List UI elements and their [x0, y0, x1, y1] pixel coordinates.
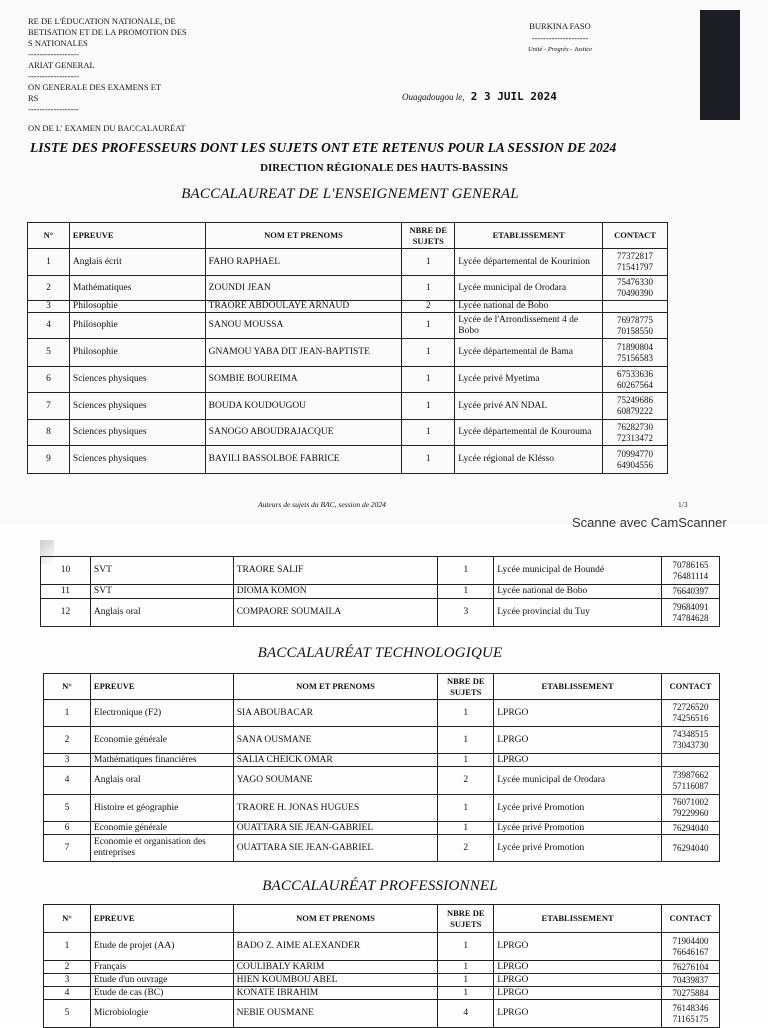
table-row — [41, 585, 720, 599]
school-cell: LPRGO — [494, 754, 662, 767]
school-cell: Lycée départemental de Kourinion — [455, 249, 603, 276]
table-row — [44, 987, 720, 1000]
table-row — [41, 599, 720, 627]
phone-number: 71904400 — [672, 935, 709, 946]
phone-number: 76071002 — [672, 797, 709, 807]
column-header: N° — [28, 223, 70, 249]
page-footer: Auteurs de sujets du BAC, session de 2024 — [258, 500, 386, 509]
column-header: EPREUVE — [90, 674, 233, 700]
row-number-cell: 8 — [28, 420, 70, 446]
subject-count-cell: 2 — [402, 301, 455, 313]
contact-cell — [661, 987, 719, 1000]
column-header: NOM ET PRENOMS — [233, 905, 438, 933]
column-header: NBRE DE SUJETS — [438, 905, 494, 933]
name-cell: SALIA CHEICK OMAR — [233, 754, 438, 767]
column-header: EPREUVE — [69, 223, 205, 249]
phone-number: 72726520 — [672, 702, 709, 712]
epreuve-cell: Microbiologie — [90, 1000, 233, 1028]
date-stamp: 2 3 JUIL 2024 — [470, 90, 557, 103]
table-row — [44, 795, 720, 822]
document-title: LISTE DES PROFESSEURS DONT LES SUJETS ONT ETE RETENUS POUR LA SESSION DE 2024 — [30, 140, 617, 155]
school-cell: LPRGO — [494, 961, 662, 974]
subject-count-cell: 1 — [402, 313, 455, 339]
name-cell: TRAORE ABDOULAYE ARNAUD — [205, 301, 402, 313]
ministry-line: ------------------ — [28, 71, 79, 81]
school-cell: Lycée national de Bobo — [494, 585, 662, 599]
name-cell: DIOMA KOMON — [233, 585, 438, 599]
contact-cell — [603, 339, 668, 367]
ministry-line: ------------------ — [28, 49, 79, 59]
column-header: ETABLISSEMENT — [494, 905, 662, 933]
school-cell: Lycée privé Promotion — [494, 795, 662, 822]
phone-number: 60267564 — [617, 379, 653, 390]
table-row — [44, 1000, 720, 1028]
name-cell: KONATE IBRAHIM — [233, 987, 438, 1000]
ministry-line: S NATIONALES — [28, 38, 88, 48]
phone-number: 70490390 — [617, 288, 653, 298]
phone-number: 71165175 — [672, 1013, 709, 1024]
column-header: CONTACT — [661, 905, 719, 933]
epreuve-cell: Mathématiques financières — [90, 754, 233, 767]
scan-edge-marker — [700, 10, 740, 120]
subject-count-cell: 2 — [438, 835, 494, 862]
phone-number: 70275884 — [672, 987, 709, 998]
phone-number: 75249686 — [617, 395, 653, 405]
row-number-cell: 4 — [44, 767, 91, 795]
epreuve-cell: Sciences physiques — [69, 420, 205, 446]
row-number-cell: 2 — [44, 727, 91, 754]
contact-cell — [661, 700, 719, 727]
epreuve-cell: Anglais oral — [90, 767, 233, 795]
phone-number: 74784628 — [672, 612, 709, 623]
epreuve-cell: Philosophie — [69, 313, 205, 339]
name-cell: YAGO SOUMANE — [233, 767, 438, 795]
table-row — [44, 961, 720, 974]
phone-number: 75156583 — [617, 352, 653, 363]
table-row — [44, 727, 720, 754]
name-cell: SANOU MOUSSA — [205, 313, 402, 339]
column-header: NOM ET PRENOMS — [205, 223, 402, 249]
name-cell: HIEN KOUMBOU ABEL — [233, 974, 438, 987]
name-cell: TRAORE H. JONAS HUGUES — [233, 795, 438, 822]
phone-number: 71890804 — [617, 341, 653, 352]
contact-cell — [661, 974, 719, 987]
epreuve-cell: Etude d'un ouvrage — [90, 974, 233, 987]
section-title-pro: BACCALAURÉAT PROFESSIONNEL — [262, 878, 498, 894]
row-number-cell: 7 — [44, 835, 91, 862]
phone-number: 79684091 — [672, 601, 709, 612]
table-row — [44, 974, 720, 987]
row-number-cell: 4 — [44, 987, 91, 1000]
contact-cell — [603, 276, 668, 301]
country-motto: Unité - Progrès - Justice — [527, 46, 593, 53]
school-cell: Lycée municipal de Houndé — [494, 557, 662, 585]
table-row — [44, 822, 720, 835]
country-name: BURKINA FASO — [529, 21, 591, 31]
phone-number: 76481114 — [672, 570, 709, 581]
contact-cell — [662, 585, 720, 599]
column-header: N° — [44, 674, 91, 700]
row-number-cell: 5 — [44, 795, 91, 822]
contact-cell — [603, 301, 668, 313]
epreuve-cell: SVT — [90, 557, 233, 585]
subject-count-cell: 1 — [402, 446, 455, 474]
name-cell: SIA ABOUBACAR — [233, 700, 438, 727]
subject-count-cell: 1 — [402, 249, 455, 276]
contact-cell — [603, 420, 668, 446]
epreuve-cell: Mathématiques — [69, 276, 205, 301]
school-cell: Lycée provincial du Tuy — [494, 599, 662, 627]
table-header-row — [28, 223, 668, 249]
name-cell: ZOUNDI JEAN — [205, 276, 402, 301]
epreuve-cell: Français — [90, 961, 233, 974]
general-table-continued — [40, 556, 720, 627]
contact-cell — [661, 835, 719, 862]
contact-cell — [661, 754, 719, 767]
scan-watermark: Scanne avec CamScanner — [572, 515, 727, 530]
contact-cell — [603, 249, 668, 276]
row-number-cell: 4 — [28, 313, 70, 339]
row-number-cell: 3 — [44, 754, 91, 767]
subject-count-cell: 1 — [438, 585, 494, 599]
ministry-line: BETISATION ET DE LA PROMOTION DES — [28, 27, 187, 37]
subject-count-cell: 1 — [438, 961, 494, 974]
name-cell: GNAMOU YABA DIT JEAN-BAPTISTE — [205, 339, 402, 367]
row-number-cell: 1 — [28, 249, 70, 276]
name-cell: SANA OUSMANE — [233, 727, 438, 754]
row-number-cell: 1 — [44, 933, 91, 961]
school-cell: Lycée municipal de Orodara — [494, 767, 662, 795]
column-header: ETABLISSEMENT — [455, 223, 603, 249]
phone-number: 70439837 — [672, 974, 709, 985]
table-row — [44, 933, 720, 961]
table-row — [28, 301, 668, 313]
epreuve-cell: Sciences physiques — [69, 367, 205, 393]
date-line — [402, 90, 557, 103]
phone-number: 57116087 — [672, 780, 709, 791]
subject-count-cell: 1 — [438, 822, 494, 835]
name-cell: TRAORE SALIF — [233, 557, 438, 585]
table-row — [28, 249, 668, 276]
contact-cell — [661, 727, 719, 754]
name-cell: NEBIE OUSMANE — [233, 1000, 438, 1028]
section-title-general: BACCALAUREAT DE L'ENSEIGNEMENT GENERAL — [181, 186, 519, 202]
table-row — [28, 393, 668, 420]
table-row — [28, 313, 668, 339]
phone-number: 76294040 — [672, 822, 709, 833]
epreuve-cell: Economie générale — [90, 822, 233, 835]
page-number: 1/3 — [678, 500, 688, 509]
subject-count-cell: 3 — [438, 599, 494, 627]
name-cell: BOUDA KOUDOUGOU — [205, 393, 402, 420]
ministry-line: ------------------ — [28, 104, 79, 114]
school-cell: Lycée privé Promotion — [494, 835, 662, 862]
phone-number: 70786165 — [672, 559, 709, 570]
phone-number: 76276104 — [672, 961, 709, 972]
country-separator: -------------------- — [531, 33, 589, 43]
contact-cell — [662, 557, 720, 585]
subject-count-cell: 2 — [438, 767, 494, 795]
subject-count-cell: 1 — [438, 754, 494, 767]
epreuve-cell: Philosophie — [69, 301, 205, 313]
school-cell: LPRGO — [494, 700, 662, 727]
exam-direction-line: ON DE L' EXAMEN DU BACCALAURÉAT — [28, 123, 186, 133]
phone-number: 76148346 — [672, 1002, 709, 1013]
general-table — [27, 222, 668, 474]
row-number-cell: 9 — [28, 446, 70, 474]
phone-number: 60879222 — [617, 406, 653, 416]
row-number-cell: 6 — [44, 822, 91, 835]
subject-count-cell: 1 — [438, 933, 494, 961]
name-cell: BAYILI BASSOLBOE FABRICE — [205, 446, 402, 474]
row-number-cell: 5 — [28, 339, 70, 367]
phone-number: 70994770 — [617, 448, 653, 459]
name-cell: OUATTARA SIE JEAN-GABRIEL — [233, 835, 438, 862]
school-cell: Lycée municipal de Orodara — [455, 276, 603, 301]
phone-number: 64904556 — [617, 459, 653, 470]
name-cell: BADO Z. AIME ALEXANDER — [233, 933, 438, 961]
column-header: EPREUVE — [90, 905, 233, 933]
name-cell: COMPAORE SOUMAILA — [233, 599, 438, 627]
school-cell: LPRGO — [494, 974, 662, 987]
epreuve-cell: Etude de projet (AA) — [90, 933, 233, 961]
subject-count-cell: 1 — [438, 795, 494, 822]
school-cell: Lycée de l'Arrondissement 4 de Bobo — [455, 313, 603, 339]
ministry-line: ARIAT GENERAL — [28, 60, 95, 70]
epreuve-cell: Electronique (F2) — [90, 700, 233, 727]
school-cell: Lycée régional de Klésso — [455, 446, 603, 474]
ministry-line: RS — [28, 93, 39, 103]
pro-table — [43, 904, 720, 1028]
phone-number: 74256516 — [672, 713, 709, 723]
epreuve-cell: Anglais oral — [90, 599, 233, 627]
row-number-cell: 2 — [28, 276, 70, 301]
row-number-cell: 3 — [44, 974, 91, 987]
section-title-techno: BACCALAURÉAT TECHNOLOGIQUE — [257, 645, 503, 661]
column-header: NOM ET PRENOMS — [233, 674, 438, 700]
school-cell: Lycée privé Promotion — [494, 822, 662, 835]
subject-count-cell: 4 — [438, 1000, 494, 1028]
epreuve-cell: SVT — [90, 585, 233, 599]
ministry-header — [28, 16, 187, 115]
column-header: CONTACT — [661, 674, 719, 700]
row-number-cell: 11 — [41, 585, 91, 599]
phone-number: 70158550 — [617, 325, 653, 336]
contact-cell — [603, 446, 668, 474]
table-row — [44, 700, 720, 727]
subject-count-cell: 1 — [402, 420, 455, 446]
phone-number: 72313472 — [617, 432, 653, 443]
epreuve-cell: Philosophie — [69, 339, 205, 367]
epreuve-cell: Histoire et géographie — [90, 795, 233, 822]
school-cell: Lycée privé Myetima — [455, 367, 603, 393]
date-prefix: Ouagadougou le, — [402, 92, 465, 102]
contact-cell — [661, 1000, 719, 1028]
row-number-cell: 5 — [44, 1000, 91, 1028]
table-row — [44, 767, 720, 795]
subject-count-cell: 1 — [438, 557, 494, 585]
epreuve-cell: Sciences physiques — [69, 446, 205, 474]
epreuve-cell: Anglais écrit — [69, 249, 205, 276]
subject-count-cell: 1 — [438, 727, 494, 754]
epreuve-cell: Etude de cas (BC) — [90, 987, 233, 1000]
table-header-row — [44, 674, 720, 700]
phone-number: 76282730 — [617, 421, 653, 432]
row-number-cell: 12 — [41, 599, 91, 627]
column-header: ETABLISSEMENT — [494, 674, 662, 700]
school-cell: Lycée départemental de Kourouma — [455, 420, 603, 446]
table-row — [28, 420, 668, 446]
table-row — [44, 835, 720, 862]
table-row — [41, 557, 720, 585]
phone-number: 79229960 — [672, 808, 709, 818]
subject-count-cell: 1 — [402, 393, 455, 420]
epreuve-cell: Economie générale — [90, 727, 233, 754]
phone-number: 67533636 — [617, 368, 653, 379]
name-cell: COULIBALY KARIM — [233, 961, 438, 974]
subject-count-cell: 1 — [402, 276, 455, 301]
phone-number: 77372817 — [617, 251, 653, 261]
contact-cell — [603, 393, 668, 420]
techno-table — [43, 673, 720, 862]
row-number-cell: 10 — [41, 557, 91, 585]
table-row — [28, 367, 668, 393]
phone-number: 76294040 — [672, 842, 709, 853]
ministry-line: RE DE L'ÉDUCATION NATIONALE, DE — [28, 16, 176, 26]
row-number-cell: 6 — [28, 367, 70, 393]
row-number-cell: 7 — [28, 393, 70, 420]
phone-number: 74348515 — [672, 729, 709, 739]
phone-number: 76646167 — [672, 946, 709, 957]
phone-number: 73043730 — [672, 740, 709, 750]
column-header: NBRE DE SUJETS — [402, 223, 455, 249]
contact-cell — [661, 795, 719, 822]
school-cell: Lycée départemental de Bama — [455, 339, 603, 367]
school-cell: Lycée national de Bobo — [455, 301, 603, 313]
school-cell: LPRGO — [494, 1000, 662, 1028]
contact-cell — [661, 933, 719, 961]
subject-count-cell: 1 — [438, 974, 494, 987]
column-header: NBRE DE SUJETS — [438, 674, 494, 700]
subject-count-cell: 1 — [402, 339, 455, 367]
row-number-cell: 3 — [28, 301, 70, 313]
name-cell: FAHO RAPHAEL — [205, 249, 402, 276]
phone-number: 76978775 — [617, 314, 653, 325]
table-row — [44, 754, 720, 767]
contact-cell — [603, 313, 668, 339]
subject-count-cell: 1 — [402, 367, 455, 393]
table-header-row — [44, 905, 720, 933]
contact-cell — [661, 767, 719, 795]
school-cell: LPRGO — [494, 727, 662, 754]
column-header: N° — [44, 905, 91, 933]
table-row — [28, 446, 668, 474]
contact-cell — [661, 822, 719, 835]
phone-number: 71541797 — [617, 262, 653, 272]
phone-number: 73987662 — [672, 769, 709, 780]
epreuve-cell: Economie et organisation des entreprises — [90, 835, 233, 862]
phone-number: 76640397 — [672, 586, 709, 596]
subject-count-cell: 1 — [438, 700, 494, 727]
row-number-cell: 1 — [44, 700, 91, 727]
school-cell: LPRGO — [494, 933, 662, 961]
school-cell: LPRGO — [494, 987, 662, 1000]
row-number-cell: 2 — [44, 961, 91, 974]
country-header — [500, 20, 620, 56]
table-row — [28, 276, 668, 301]
contact-cell — [662, 599, 720, 627]
epreuve-cell: Sciences physiques — [69, 393, 205, 420]
name-cell: OUATTARA SIE JEAN-GABRIEL — [233, 822, 438, 835]
subject-count-cell: 1 — [438, 987, 494, 1000]
school-cell: Lycée privé AN NDAL — [455, 393, 603, 420]
contact-cell — [661, 961, 719, 974]
table-row — [28, 339, 668, 367]
name-cell: SOMBIE BOUREIMA — [205, 367, 402, 393]
phone-number: 75476330 — [617, 277, 653, 287]
contact-cell — [603, 367, 668, 393]
region-title: DIRECTION RÉGIONALE DES HAUTS-BASSINS — [260, 162, 508, 174]
name-cell: SANOGO ABOUDRAJACQUE — [205, 420, 402, 446]
column-header: CONTACT — [603, 223, 668, 249]
ministry-line: ON GENERALE DES EXAMENS ET — [28, 82, 162, 92]
